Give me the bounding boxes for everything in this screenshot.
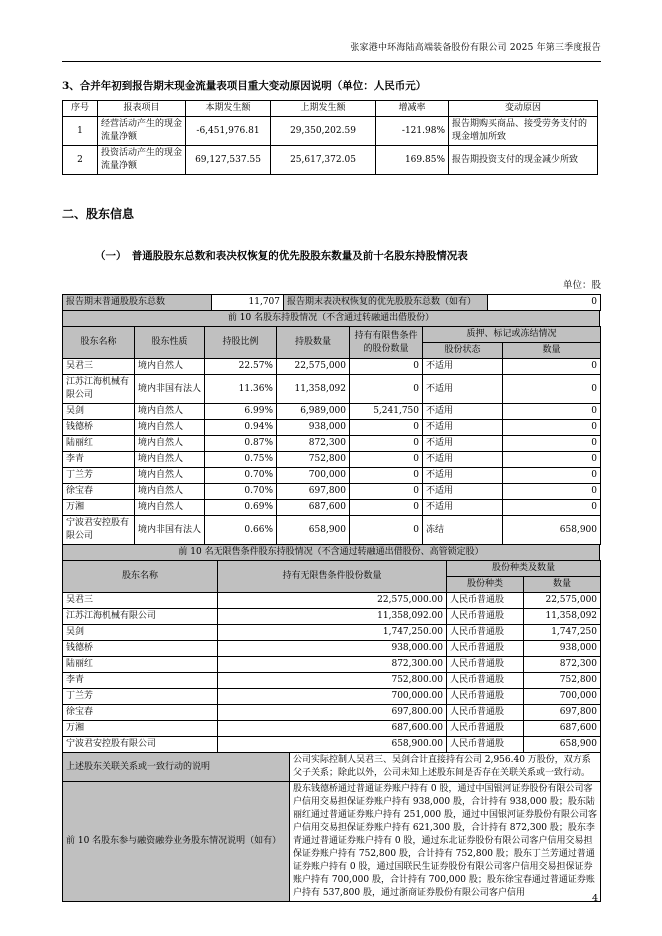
table-cell: 报告期购买商品、接受劳务支付的现金增加所致: [449, 117, 598, 146]
table-cell: 境内自然人: [135, 452, 205, 468]
table-cell: 境内非国有法人: [135, 375, 205, 404]
note-text: 公司实际控制人吴君三、吴剑合计直接持有公司 2,956.40 万股份，双方系父子关系；除此以外，公司未知上述股东间是否存在关联关系或一致行动。: [290, 753, 601, 782]
table-cell: 752,800.00: [218, 673, 447, 689]
table-cell: 宁波君安控股有限公司: [63, 737, 218, 753]
table-cell: 0: [503, 359, 601, 375]
table-cell: 0: [503, 452, 601, 468]
table-cell: 0.94%: [205, 420, 277, 436]
col-header: 上期发生额: [271, 101, 376, 117]
table-cell: 938,000: [277, 420, 350, 436]
holder-row: [63, 452, 601, 468]
table-cell: 0: [503, 375, 601, 404]
table-cell: 境内非国有法人: [135, 516, 205, 545]
table-cell: 11,358,092.00: [218, 609, 447, 625]
table-cell: 人民币普通股: [447, 705, 524, 721]
table-cell: 22.57%: [205, 359, 277, 375]
table-cell: 人民币普通股: [447, 625, 524, 641]
table-cell: 境内自然人: [135, 359, 205, 375]
table-cell: 人民币普通股: [447, 737, 524, 753]
page-header-title: 张家港中环海陆高端装备股份有限公司 2025 年第三季度报告: [350, 43, 601, 53]
note-label: 上述股东关联关系或一致行动的说明: [63, 753, 290, 782]
table-cell: 丁兰芳: [63, 689, 218, 705]
section2-subtitle: （一） 普通股股东总数和表决权恢复的优先股股东数量及前十名股东持股情况表: [95, 250, 468, 262]
table-cell: 6.99%: [205, 404, 277, 420]
table-cell: 投资活动产生的现金流量净额: [98, 146, 186, 175]
table-cell: 0: [350, 452, 423, 468]
table-cell: 吴君三: [63, 593, 218, 609]
table-cell: 不适用: [423, 468, 503, 484]
table-cell: 658,900: [524, 737, 601, 753]
table-cell: 658,900: [277, 516, 350, 545]
cashflow-row: [63, 117, 598, 146]
table-cell: 5,241,750: [350, 404, 423, 420]
table-cell: 687,600: [277, 500, 350, 516]
note-text: 股东钱德桥通过普通证券账户持有 0 股，通过中国银河证券股份有限公司客户信用交易担保证券账户持有 938,000 股，合计持有 938,000 股；股东陆丽红通过普通证券账户持有 251,000 股，通过中国银河证券股份有限公司客户信用交易担保证券账户持有 621,300 股，合计持有 872,300 股；股东李青通过普通证券账户持有 0 股，通过东北证券股份有限公司客户信用交易担保证券账户持有 752,800 股，合计持有 752,800 股；股东丁兰芳通过普通证券账户持有 0 股，通过国联民生证券股份有限公司客户信用交易担保证券账户持有 700,000 股，合计持有 700,000 股；股东徐宝春通过普通证券账户持有 537,800 股，通过浙商证券股份有限公司客户信用: [290, 782, 601, 902]
table-cell: 0: [503, 468, 601, 484]
holder-row: [63, 359, 601, 375]
col-header: 持有有限售条件的股份数量: [350, 327, 423, 359]
shareholder-summary-row: [62, 294, 601, 311]
unrestricted-row: [63, 689, 601, 705]
table-cell: 169.85%: [376, 146, 449, 175]
page-number: 4: [591, 893, 598, 904]
table-cell: 吴剑: [63, 404, 135, 420]
table-cell: 江苏江海机械有限公司: [63, 609, 218, 625]
table-cell: 钱德桥: [63, 641, 218, 657]
table-cell: 不适用: [423, 500, 503, 516]
unrestricted-caption-row: [62, 544, 600, 561]
table-cell: 万湘: [63, 500, 135, 516]
unrestricted-row: [63, 625, 601, 641]
table-cell: 钱德桥: [63, 420, 135, 436]
unrestricted-row: [63, 721, 601, 737]
col-header: 本期发生额: [186, 101, 271, 117]
holder-row: [63, 484, 601, 500]
top10-holders-table: [62, 326, 601, 545]
table-cell: 李青: [63, 452, 135, 468]
table-cell: 经营活动产生的现金流量净额: [98, 117, 186, 146]
table-cell: 700,000: [524, 689, 601, 705]
table-cell: 658,900.00: [218, 737, 447, 753]
table-cell: 658,900: [503, 516, 601, 545]
col-header: 持股比例: [205, 327, 277, 359]
col-header: 持有无限售条件股份数量: [218, 561, 447, 593]
unrestricted-row: [63, 673, 601, 689]
top10-caption: 前 10 名股东持股情况（不含通过转融通出借股份）: [63, 311, 600, 327]
table-cell: 1,747,250.00: [218, 625, 447, 641]
table-cell: 0: [350, 516, 423, 545]
table-cell: 不适用: [423, 404, 503, 420]
table-cell: 2: [63, 146, 98, 175]
table-cell: 0: [350, 375, 423, 404]
table-cell: 陆丽红: [63, 657, 218, 673]
table-cell: 697,800.00: [218, 705, 447, 721]
summary-value: 0: [488, 295, 601, 311]
table-cell: 不适用: [423, 484, 503, 500]
table-cell: 22,575,000.00: [218, 593, 447, 609]
table-cell: 0.75%: [205, 452, 277, 468]
col-header: 序号: [63, 101, 98, 117]
table-cell: 700,000: [277, 468, 350, 484]
table-cell: 0.70%: [205, 484, 277, 500]
table-cell: 0.87%: [205, 436, 277, 452]
note-row: [63, 782, 601, 902]
col-header: 质押、标记或冻结情况: [423, 327, 601, 343]
col-header: 持股数量: [277, 327, 350, 359]
col-header: 股份种类及数量: [447, 561, 601, 577]
table-cell: 吴君三: [63, 359, 135, 375]
unrestricted-caption: 前 10 名无限售条件股东持股情况（不含通过转融通出借股份、高管锁定股）: [63, 545, 600, 561]
table-cell: 不适用: [423, 359, 503, 375]
table-cell: 0: [350, 484, 423, 500]
table-cell: 李青: [63, 673, 218, 689]
table-cell: 0: [503, 484, 601, 500]
col-header: 股份种类: [447, 577, 524, 593]
table-cell: 不适用: [423, 452, 503, 468]
cashflow-row: [63, 146, 598, 175]
table-cell: 宁波君安控股有限公司: [63, 516, 135, 545]
col-header: 数量: [524, 577, 601, 593]
table-cell: 0.69%: [205, 500, 277, 516]
table-cell: 22,575,000: [524, 593, 601, 609]
unrestricted-row: [63, 705, 601, 721]
table-cell: -121.98%: [376, 117, 449, 146]
table-cell: 0.70%: [205, 468, 277, 484]
table-cell: 29,350,202.59: [271, 117, 376, 146]
table-cell: 境内自然人: [135, 484, 205, 500]
note-label: 前 10 名股东参与融资融券业务股东情况说明（如有）: [63, 782, 290, 902]
table-cell: 江苏江海机械有限公司: [63, 375, 135, 404]
holder-row: [63, 516, 601, 545]
table-cell: 752,800: [277, 452, 350, 468]
table-cell: 697,800: [277, 484, 350, 500]
holder-row: [63, 436, 601, 452]
table-cell: 0: [503, 436, 601, 452]
table-cell: 徐宝春: [63, 484, 135, 500]
table-cell: 69,127,537.55: [186, 146, 271, 175]
section2-title: 二、股东信息: [62, 207, 135, 221]
table-cell: 1,747,250: [524, 625, 601, 641]
table-cell: 境内自然人: [135, 420, 205, 436]
cashflow-change-table: [62, 100, 598, 175]
table-cell: 938,000.00: [218, 641, 447, 657]
unrestricted-row: [63, 609, 601, 625]
table-cell: 687,600.00: [218, 721, 447, 737]
table-cell: 0: [350, 359, 423, 375]
unrestricted-row: [63, 641, 601, 657]
table-cell: 0: [503, 420, 601, 436]
note-row: [63, 753, 601, 782]
col-header: 变动原因: [449, 101, 598, 117]
table-cell: 吴剑: [63, 625, 218, 641]
table-cell: 不适用: [423, 436, 503, 452]
unit-label: 单位：股: [562, 280, 601, 291]
summary-label: 报告期末普通股股东总数: [63, 295, 212, 311]
summary-row: [63, 295, 601, 311]
holder-row: [63, 468, 601, 484]
table-cell: 冻结: [423, 516, 503, 545]
table-cell: 人民币普通股: [447, 721, 524, 737]
table-cell: 境内自然人: [135, 404, 205, 420]
table-cell: 报告期投资支付的现金减少所致: [449, 146, 598, 175]
holder-row: [63, 404, 601, 420]
col-header: 股东性质: [135, 327, 205, 359]
holder-row: [63, 375, 601, 404]
col-header: 数量: [503, 343, 601, 359]
table-cell: 11,358,092: [277, 375, 350, 404]
table-cell: 万湘: [63, 721, 218, 737]
table-cell: 6,989,000: [277, 404, 350, 420]
table-cell: 人民币普通股: [447, 673, 524, 689]
table-cell: 22,575,000: [277, 359, 350, 375]
table-cell: 752,800: [524, 673, 601, 689]
summary-value: 11,707: [212, 295, 284, 311]
table-cell: 人民币普通股: [447, 657, 524, 673]
cashflow-header-row: [63, 101, 598, 117]
table-cell: 境内自然人: [135, 436, 205, 452]
summary-label: 报告期末表决权恢复的优先股股东总数（如有）: [284, 295, 488, 311]
col-header: 增减率: [376, 101, 449, 117]
unrestricted-row: [63, 737, 601, 753]
table-cell: 0: [350, 500, 423, 516]
table-cell: 人民币普通股: [447, 689, 524, 705]
table-cell: 不适用: [423, 375, 503, 404]
table-cell: 1: [63, 117, 98, 146]
table-cell: 人民币普通股: [447, 593, 524, 609]
table-cell: 872,300.00: [218, 657, 447, 673]
table-cell: 0: [503, 404, 601, 420]
holder-row: [63, 420, 601, 436]
table-cell: 25,617,372.05: [271, 146, 376, 175]
table-cell: 人民币普通股: [447, 609, 524, 625]
col-header: 股东名称: [63, 561, 218, 593]
unrestricted-row: [63, 593, 601, 609]
table-cell: 0: [503, 500, 601, 516]
table-cell: 0: [350, 436, 423, 452]
unrestricted-row: [63, 657, 601, 673]
table-cell: 687,600: [524, 721, 601, 737]
table-cell: 0: [350, 420, 423, 436]
top10-unrestricted-table: [62, 560, 601, 753]
table-cell: 697,800: [524, 705, 601, 721]
table-cell: 境内自然人: [135, 500, 205, 516]
top10-caption-row: [62, 310, 600, 327]
table-cell: 11.36%: [205, 375, 277, 404]
col-header: 股份状态: [423, 343, 503, 359]
col-header: 股东名称: [63, 327, 135, 359]
table-cell: 不适用: [423, 420, 503, 436]
table-cell: 丁兰芳: [63, 468, 135, 484]
table-cell: -6,451,976.81: [186, 117, 271, 146]
table-cell: 人民币普通股: [447, 641, 524, 657]
table-cell: 境内自然人: [135, 468, 205, 484]
holder-row: [63, 500, 601, 516]
table-cell: 872,300: [524, 657, 601, 673]
unrestricted-header-row: [63, 561, 601, 577]
table-cell: 872,300: [277, 436, 350, 452]
table-cell: 陆丽红: [63, 436, 135, 452]
top10-header-row: [63, 327, 601, 343]
table-cell: 700,000.00: [218, 689, 447, 705]
table-cell: 0.66%: [205, 516, 277, 545]
notes-table: [62, 752, 601, 902]
table-cell: 11,358,092: [524, 609, 601, 625]
header-divider: [62, 61, 601, 62]
table-cell: 徐宝春: [63, 705, 218, 721]
table-cell: 0: [350, 468, 423, 484]
col-header: 报表项目: [98, 101, 186, 117]
table-cell: 938,000: [524, 641, 601, 657]
section3-title: 3、合并年初到报告期末现金流量表项目重大变动原因说明（单位：人民币元）: [62, 80, 427, 92]
